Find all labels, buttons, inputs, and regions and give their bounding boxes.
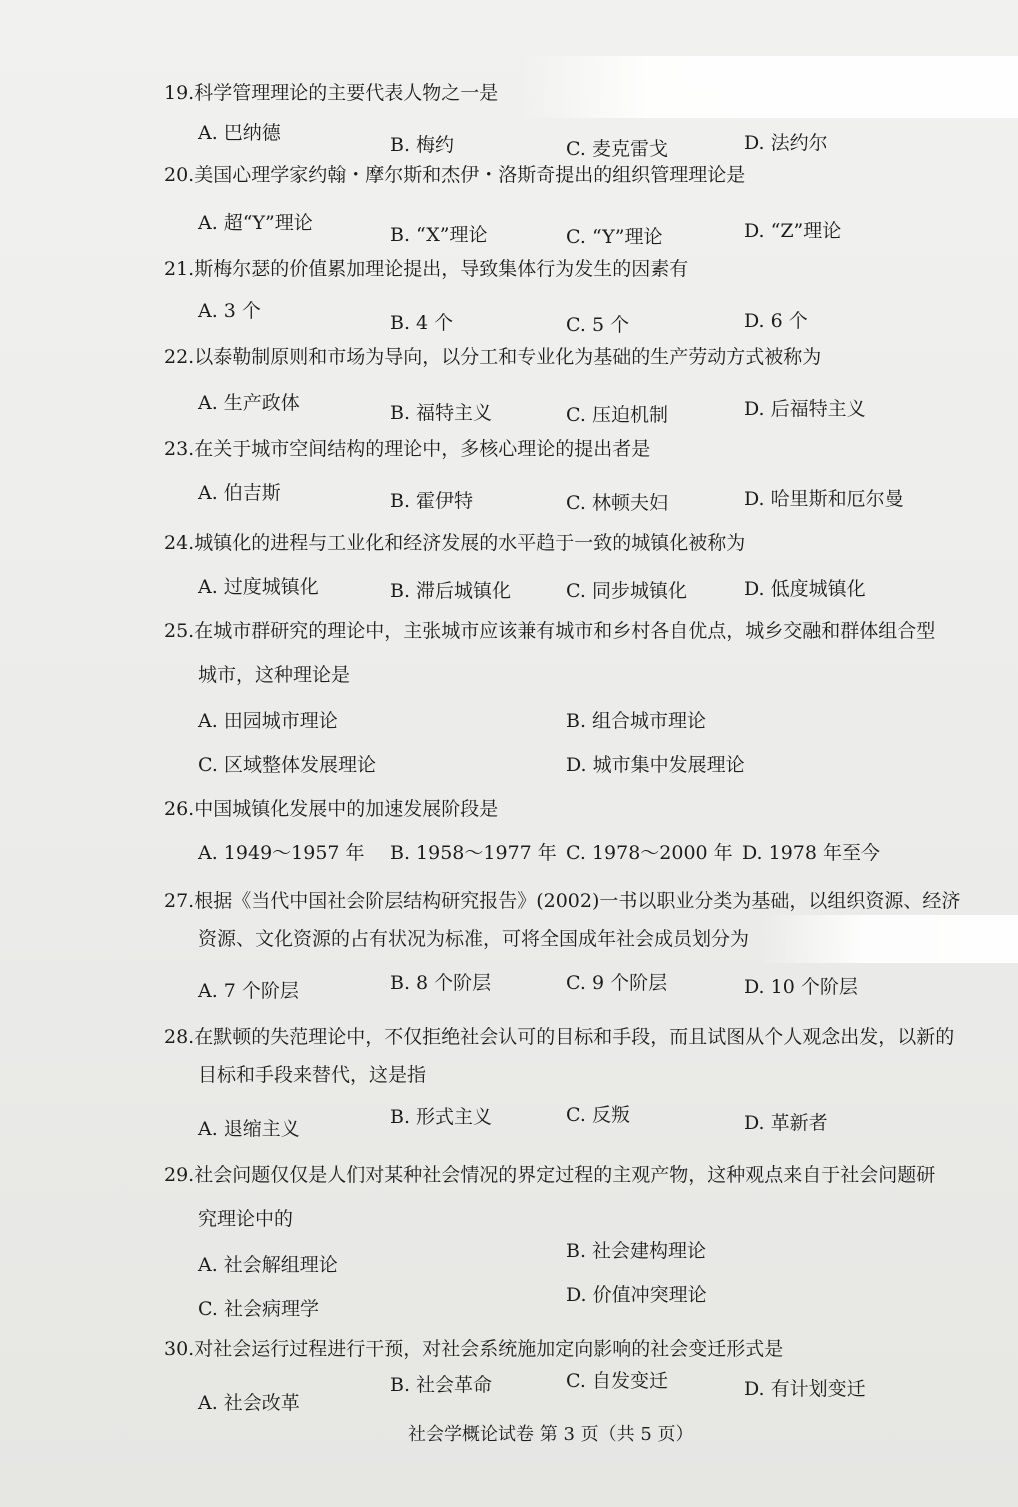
- option-a: A. 伯吉斯: [198, 482, 281, 504]
- question-22: [164, 344, 821, 370]
- option-c: C. 9 个阶层: [566, 972, 668, 994]
- question-stem: 中国城镇化发展中的加速发展阶段是: [194, 798, 499, 820]
- option-c: C. 同步城镇化: [566, 580, 687, 602]
- option-a: A. 田园城市理论: [198, 710, 338, 732]
- question-27: [164, 888, 960, 914]
- option-a: A. 社会解组理论: [198, 1254, 338, 1276]
- option-d: D. 低度城镇化: [744, 578, 866, 600]
- option-d: D. 革新者: [744, 1112, 828, 1134]
- question-number: 28.: [164, 1026, 195, 1048]
- question-number: 29.: [164, 1164, 195, 1186]
- question-number: 20.: [164, 164, 195, 186]
- option-b: B. 福特主义: [390, 402, 493, 424]
- option-c: C. 5 个: [566, 314, 630, 336]
- option-a: A. 社会改革: [198, 1392, 300, 1414]
- question-30: [164, 1336, 783, 1362]
- photo-glare: [760, 915, 1018, 963]
- question-24: [164, 530, 745, 556]
- option-b: B. 4 个: [390, 312, 454, 334]
- question-25: [164, 618, 935, 644]
- question-number: 23.: [164, 438, 195, 460]
- option-a: A. 巴纳德: [198, 122, 281, 144]
- question-stem: 社会问题仅仅是人们对某种社会情况的界定过程的主观产物，这种观点来自于社会问题研: [194, 1164, 936, 1186]
- option-a: A. 生产政体: [198, 392, 300, 414]
- question-number: 19.: [164, 82, 195, 104]
- option-a: A. 过度城镇化: [198, 576, 319, 598]
- question-stem-continued: 究理论中的: [198, 1208, 294, 1230]
- option-c: C. 自发变迁: [566, 1370, 668, 1392]
- question-26: [164, 796, 498, 822]
- question-stem: 美国心理学家约翰・摩尔斯和杰伊・洛斯奇提出的组织管理理论是: [194, 164, 746, 186]
- option-b: B. 社会建构理论: [566, 1240, 707, 1262]
- option-d: D. “Z”理论: [744, 220, 842, 242]
- option-b: B. 滞后城镇化: [390, 580, 512, 602]
- option-a: A. 7 个阶层: [198, 980, 299, 1002]
- option-d: D. 1978 年至今: [742, 842, 881, 864]
- option-c: C. 区域整体发展理论: [198, 754, 376, 776]
- option-d: D. 10 个阶层: [744, 976, 858, 998]
- question-stem: 城镇化的进程与工业化和经济发展的水平趋于一致的城镇化被称为: [194, 532, 746, 554]
- option-d: D. 6 个: [744, 310, 808, 332]
- option-a: A. 超“Y”理论: [198, 212, 313, 234]
- option-c: C. 1978～2000 年: [566, 842, 733, 864]
- option-d: D. 后福特主义: [744, 398, 866, 420]
- question-number: 22.: [164, 346, 195, 368]
- question-stem: 在城市群研究的理论中，主张城市应该兼有城市和乡村各自优点，城乡交融和群体组合型: [194, 620, 936, 642]
- question-stem: 以泰勒制原则和市场为导向，以分工和专业化为基础的生产劳动方式被称为: [194, 346, 822, 368]
- option-b: B. 8 个阶层: [390, 972, 492, 994]
- option-c: C. “Y”理论: [566, 226, 663, 248]
- question-20: [164, 162, 745, 188]
- question-28: [164, 1024, 954, 1050]
- option-a: A. 3 个: [198, 300, 261, 322]
- question-number: 24.: [164, 532, 195, 554]
- option-d: D. 城市集中发展理论: [566, 754, 745, 776]
- question-number: 21.: [164, 258, 195, 280]
- question-19: [164, 80, 498, 106]
- question-number: 26.: [164, 798, 195, 820]
- question-stem-continued: 资源、文化资源的占有状况为标准，可将全国成年社会成员划分为: [198, 928, 750, 950]
- option-b: B. 社会革命: [390, 1374, 493, 1396]
- option-a: A. 退缩主义: [198, 1118, 300, 1140]
- question-stem: 根据《当代中国社会阶层结构研究报告》(2002)一书以职业分类为基础，以组织资源、经济: [194, 890, 961, 912]
- option-a: A. 1949～1957 年: [198, 842, 365, 864]
- question-stem: 在关于城市空间结构的理论中，多核心理论的提出者是: [194, 438, 651, 460]
- option-c: C. 麦克雷戈: [566, 138, 668, 160]
- question-stem: 斯梅尔瑟的价值累加理论提出，导致集体行为发生的因素有: [194, 258, 689, 280]
- question-stem-continued: 城市，这种理论是: [198, 664, 351, 686]
- question-stem: 在默顿的失范理论中，不仅拒绝社会认可的目标和手段，而且试图从个人观念出发，以新的: [194, 1026, 955, 1048]
- option-b: B. 霍伊特: [390, 490, 474, 512]
- question-23: [164, 436, 650, 462]
- option-d: D. 价值冲突理论: [566, 1284, 707, 1306]
- option-d: D. 哈里斯和厄尔曼: [744, 488, 904, 510]
- question-21: [164, 256, 688, 282]
- option-c: C. 林顿夫妇: [566, 492, 668, 514]
- question-number: 25.: [164, 620, 195, 642]
- option-c: C. 压迫机制: [566, 404, 668, 426]
- option-c: C. 社会病理学: [198, 1298, 319, 1320]
- question-number: 27.: [164, 890, 195, 912]
- question-stem-continued: 目标和手段来替代，这是指: [198, 1064, 427, 1086]
- option-b: B. 组合城市理论: [566, 710, 707, 732]
- photo-glare: [520, 56, 1018, 118]
- question-29: [164, 1162, 935, 1188]
- option-b: B. 形式主义: [390, 1106, 493, 1128]
- page-footer: 社会学概论试卷 第 3 页（共 5 页）: [408, 1424, 694, 1445]
- option-d: D. 法约尔: [744, 132, 828, 154]
- question-stem: 对社会运行过程进行干预，对社会系统施加定向影响的社会变迁形式是: [194, 1338, 784, 1360]
- option-c: C. 反叛: [566, 1104, 630, 1126]
- question-stem: 科学管理理论的主要代表人物之一是: [194, 82, 499, 104]
- option-b: B. “X”理论: [390, 224, 488, 246]
- option-d: D. 有计划变迁: [744, 1378, 866, 1400]
- question-number: 30.: [164, 1338, 195, 1360]
- option-b: B. 梅约: [390, 134, 455, 156]
- option-b: B. 1958～1977 年: [390, 842, 557, 864]
